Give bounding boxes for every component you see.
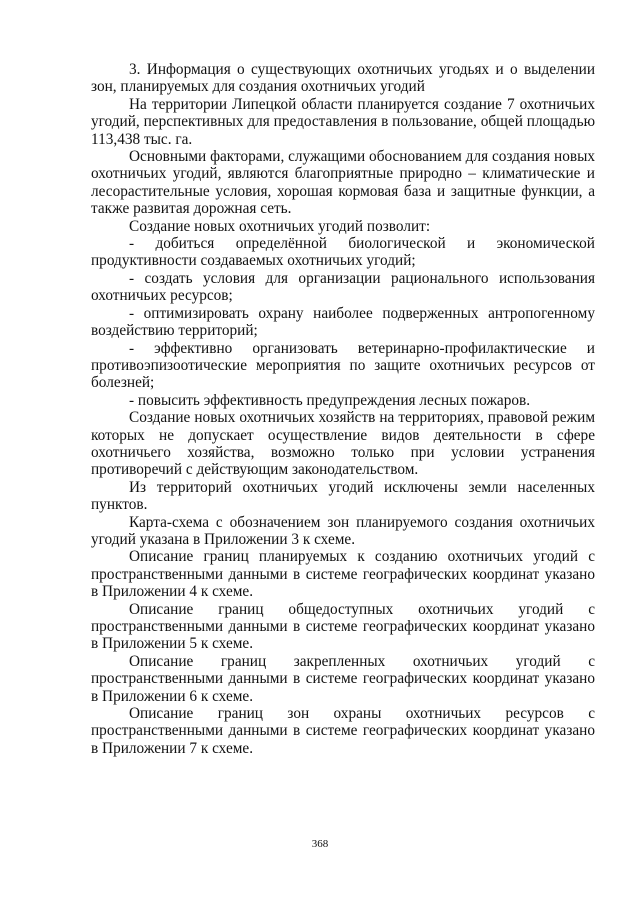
paragraph: Из территорий охотничьих угодий исключены земли населенных пунктов.	[91, 478, 595, 514]
section-heading: 3. Информация о существующих охотничьих угодьях и о выделении зон, планируемых для создания охотничьих угодий	[91, 61, 595, 96]
paragraph: На территории Липецкой области планируется создание 7 охотничьих угодий, перспективных для предоставления в пользование, общей площадью 113,438 тыс. га.	[91, 95, 595, 148]
list-item: - эффективно организовать ветеринарно-профилактические и противоэпизоотические мероприятия по защите охотничьих ресурсов от болезней;	[91, 339, 595, 392]
paragraph: Создание новых охотничьих угодий позволит:	[129, 217, 431, 235]
paragraph: Описание границ общедоступных охотничьих угодий с пространственными данными в системе географических координат указано в Приложении 5 к схеме.	[91, 600, 595, 653]
list-item: - оптимизировать охрану наиболее подверженных антропогенному воздействию территорий;	[91, 304, 595, 340]
paragraph: Основными факторами, служащими обоснованием для создания новых охотничьих угодий, являются благоприятные природно – климатические и лесорастительные условия, хорошая кормовая база и защитные функции, а также развитая дорожная сеть.	[91, 148, 595, 218]
list-item: - повысить эффективность предупреждения лесных пожаров.	[129, 391, 531, 409]
paragraph: Описание границ закрепленных охотничьих угодий с пространственными данными в системе географических координат указано в Приложении 6 к схеме.	[91, 652, 595, 705]
document-body	[91, 61, 595, 757]
paragraph: Карта-схема с обозначением зон планируемого создания охотничьих угодий указана в Приложении 3 к схеме.	[91, 513, 595, 548]
paragraph: Описание границ зон охраны охотничьих ресурсов с пространственными данными в системе географических координат указано в Приложении 7 к схеме.	[91, 705, 595, 757]
page-number: 368	[311, 838, 329, 850]
paragraph: Создание новых охотничьих хозяйств на территориях, правовой режим которых не допускает осуществление видов деятельности в сфере охотничьего хозяйства, возможно только при условии устранения противоречий с действующим законодательством.	[91, 409, 595, 479]
list-item: - создать условия для организации рационального использования охотничьих ресурсов;	[91, 269, 595, 305]
list-item: - добиться определённой биологической и экономической продуктивности создаваемых охотничьих угодий;	[91, 235, 595, 270]
paragraph: Описание границ планируемых к созданию охотничьих угодий с пространственными данными в системе географических координат указано в Приложении 4 к схеме.	[91, 548, 595, 601]
